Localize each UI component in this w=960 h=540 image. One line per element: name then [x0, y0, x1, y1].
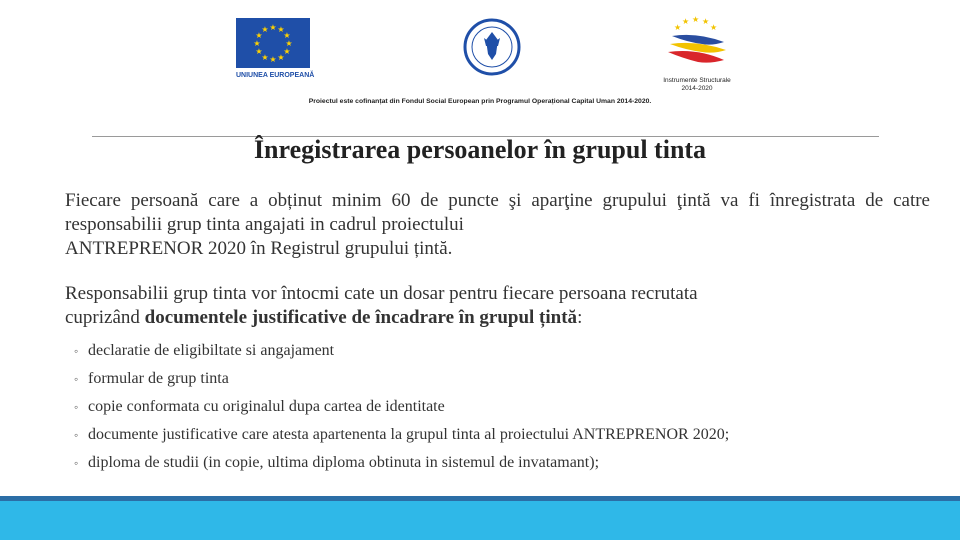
svg-text:★: ★ — [261, 53, 269, 62]
svg-text:★: ★ — [710, 23, 718, 32]
bullet-icon: ◦ — [74, 372, 79, 386]
svg-text:★: ★ — [255, 31, 263, 40]
list-item-text: diploma de studii (in copie, ultima diploma obtinuta in sistemul de invatamant); — [88, 454, 600, 471]
list-item — [74, 337, 729, 365]
paragraph-dossier-bold: documentele justificative de încadrare în grupul țintă — [144, 307, 578, 328]
svg-text:★: ★ — [269, 23, 277, 32]
svg-text:★: ★ — [285, 39, 293, 48]
svg-text:★: ★ — [283, 47, 291, 56]
paragraph-dossier — [65, 282, 930, 330]
list-item — [74, 393, 729, 421]
slide-title: Înregistrarea persoanelor în grupul tinta — [253, 135, 707, 164]
paragraph-dossier-text: Responsabilii grup tinta vor întocmi cate un dosar pentru fiecare persoana recrutata — [65, 283, 698, 304]
list-item-text: declaratie de eligibiltate si angajament — [88, 342, 335, 359]
svg-text:★: ★ — [269, 55, 277, 64]
structural-instruments-logo — [652, 14, 742, 93]
structural-label-years: 2014-2020 — [681, 85, 713, 92]
document-list — [74, 337, 729, 477]
paragraph-dossier-colon: : — [577, 307, 583, 328]
footer-band — [0, 501, 960, 540]
eu-logo — [236, 18, 314, 79]
paragraph-dossier-lead: cuprizând — [65, 307, 145, 328]
paragraph-dossier-end — [65, 306, 930, 330]
structural-label-name: Instrumente Structurale — [663, 77, 731, 84]
bullet-icon: ◦ — [74, 344, 79, 358]
list-item-text: formular de grup tinta — [88, 370, 229, 387]
government-seal — [462, 16, 522, 83]
svg-text:★: ★ — [277, 53, 285, 62]
list-item — [74, 421, 729, 449]
eu-flag-icon — [236, 18, 310, 68]
structural-instruments-icon — [652, 14, 742, 70]
svg-text:★: ★ — [261, 25, 269, 34]
logo-strip — [0, 14, 960, 94]
svg-text:★: ★ — [702, 17, 710, 26]
list-item — [74, 365, 729, 393]
list-item — [74, 449, 729, 477]
paragraph-registration-end: ANTREPRENOR 2020 în Registrul grupului țintă. — [65, 238, 453, 259]
eu-label: UNIUNEA EUROPEANĂ — [236, 72, 315, 79]
paragraph-registration — [65, 189, 930, 261]
svg-text:★: ★ — [277, 25, 285, 34]
paragraph-registration-text: Fiecare persoană care a obținut minim 60 de puncte şi aparţine grupului ţintă va fi înregistrata de catre responsabilii grup tinta angajati in cadrul proiectului — [65, 190, 930, 235]
cofinancing-note: Proiectul este cofinanțat din Fondul Social European prin Programul Operațional Capital Uman 2014-2020. — [308, 98, 652, 105]
list-item-text: documente justificative care atesta apartenenta la grupul tinta al proiectului ANTREPRENOR 2020; — [88, 426, 730, 443]
list-item-text: copie conformata cu originalul dupa cartea de identitate — [88, 398, 445, 415]
bullet-icon: ◦ — [74, 428, 79, 442]
bullet-icon: ◦ — [74, 400, 79, 414]
svg-text:★: ★ — [283, 31, 291, 40]
svg-text:★: ★ — [674, 23, 682, 32]
svg-text:★: ★ — [682, 17, 690, 26]
government-seal-icon — [462, 16, 522, 78]
bullet-icon: ◦ — [74, 456, 79, 470]
svg-text:★: ★ — [253, 39, 261, 48]
svg-text:★: ★ — [692, 15, 700, 24]
structural-label — [652, 77, 742, 93]
svg-text:★: ★ — [255, 47, 263, 56]
